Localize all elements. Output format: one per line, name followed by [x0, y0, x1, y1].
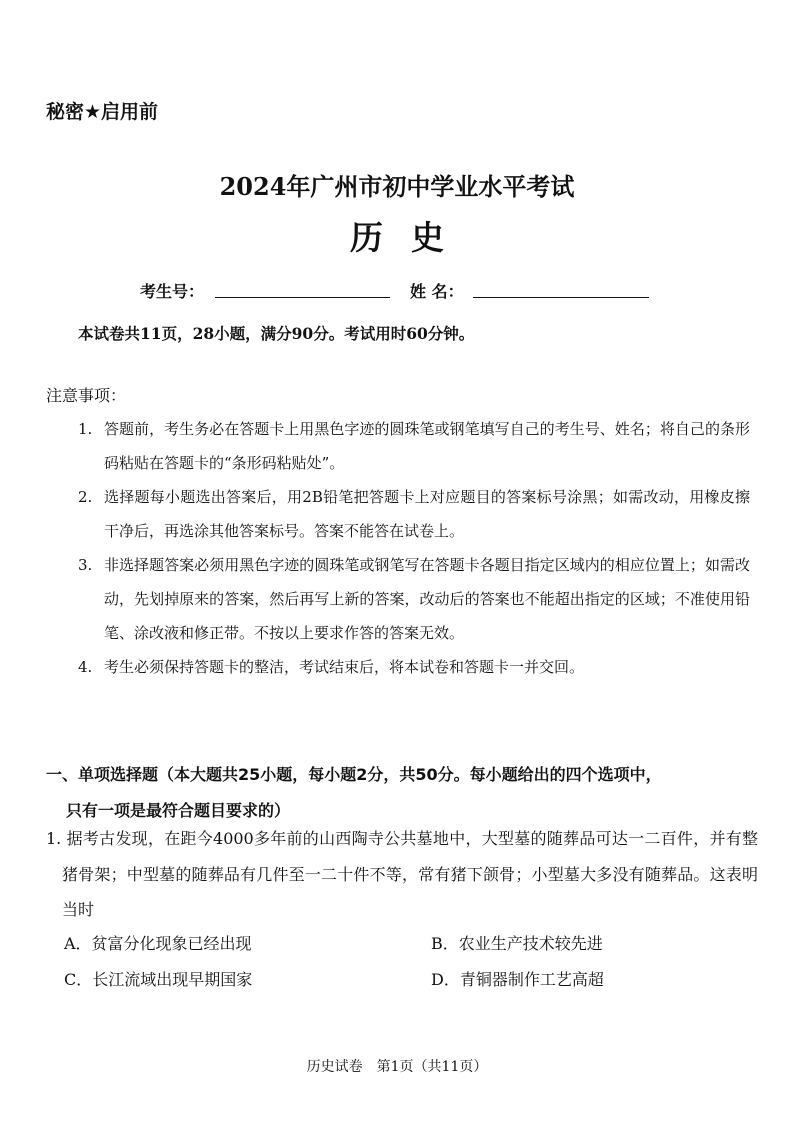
- notice-text: 答题前，考生务必在答题卡上用黑色字迹的圆珠笔或钢笔填写自己的考生号、姓名；将自己的条形码粘贴在答题卡的“条形码粘贴处”。: [104, 420, 750, 472]
- question-1: [46, 821, 758, 928]
- notice-heading: 注意事项：: [46, 386, 127, 405]
- option-b[interactable]: B．农业生产技术较先进: [431, 934, 603, 953]
- option-c[interactable]: C．长江流域出现早期国家: [64, 970, 253, 989]
- section-heading-line2: 只有一项是最符合题目要求的）: [66, 801, 291, 820]
- notice-number: 1.: [78, 420, 93, 438]
- notice-item: [78, 548, 750, 650]
- notice-list: [78, 412, 750, 684]
- option-d[interactable]: D．青铜器制作工艺高超: [431, 970, 604, 989]
- name-label: 姓 名：: [410, 282, 464, 301]
- notice-item: [78, 480, 750, 548]
- notice-number: 2.: [78, 488, 93, 506]
- subject-title: 历史: [350, 218, 472, 257]
- notice-text: 非选择题答案必须用黑色字迹的圆珠笔或钢笔写在答题卡各题目指定区域内的相应位置上；如需改动，先划掉原来的答案，然后再写上新的答案，改动后的答案也不能超出指定的区域；不准使用铅笔、涂改液和修正带。不按以上要求作答的答案无效。: [104, 556, 750, 642]
- section-heading: [46, 757, 758, 829]
- exam-info: 本试卷共11页，28小题，满分90分。考试用时60分钟。: [78, 324, 475, 343]
- notice-item: [78, 412, 750, 480]
- notice-item: [78, 650, 750, 684]
- exam-title: 2024年广州市初中学业水平考试: [219, 172, 575, 201]
- exam-number-blank[interactable]: [215, 297, 390, 298]
- section-heading-line1: 一、单项选择题（本大题共25小题，每小题2分，共50分。每小题给出的四个选项中，: [46, 765, 662, 784]
- exam-number-label: 考生号：: [140, 282, 205, 301]
- name-blank[interactable]: [473, 297, 649, 298]
- question-stem: 1. 据考古发现，在距今4000多年前的山西陶寺公共墓地中，大型墓的随葬品可达一二百件，并有整猪骨架；中型墓的随葬品有几件至一二十件不等，常有猪下颌骨；小型墓大多没有随葬品。这表明当时: [46, 829, 758, 919]
- confidential-label: 秘密★启用前: [46, 101, 159, 123]
- notice-text: 选择题每小题选出答案后，用2B铅笔把答题卡上对应题目的答案标号涂黑；如需改动，用橡皮擦干净后，再选涂其他答案标号。答案不能答在试卷上。: [104, 488, 750, 540]
- notice-number: 4.: [78, 658, 93, 676]
- notice-number: 3.: [78, 556, 93, 574]
- page-footer: 历史试卷 第1页（共11页）: [306, 1059, 488, 1075]
- option-a[interactable]: A．贫富分化现象已经出现: [64, 934, 252, 953]
- notice-text: 考生必须保持答题卡的整洁，考试结束后，将本试卷和答题卡一并交回。: [104, 658, 585, 676]
